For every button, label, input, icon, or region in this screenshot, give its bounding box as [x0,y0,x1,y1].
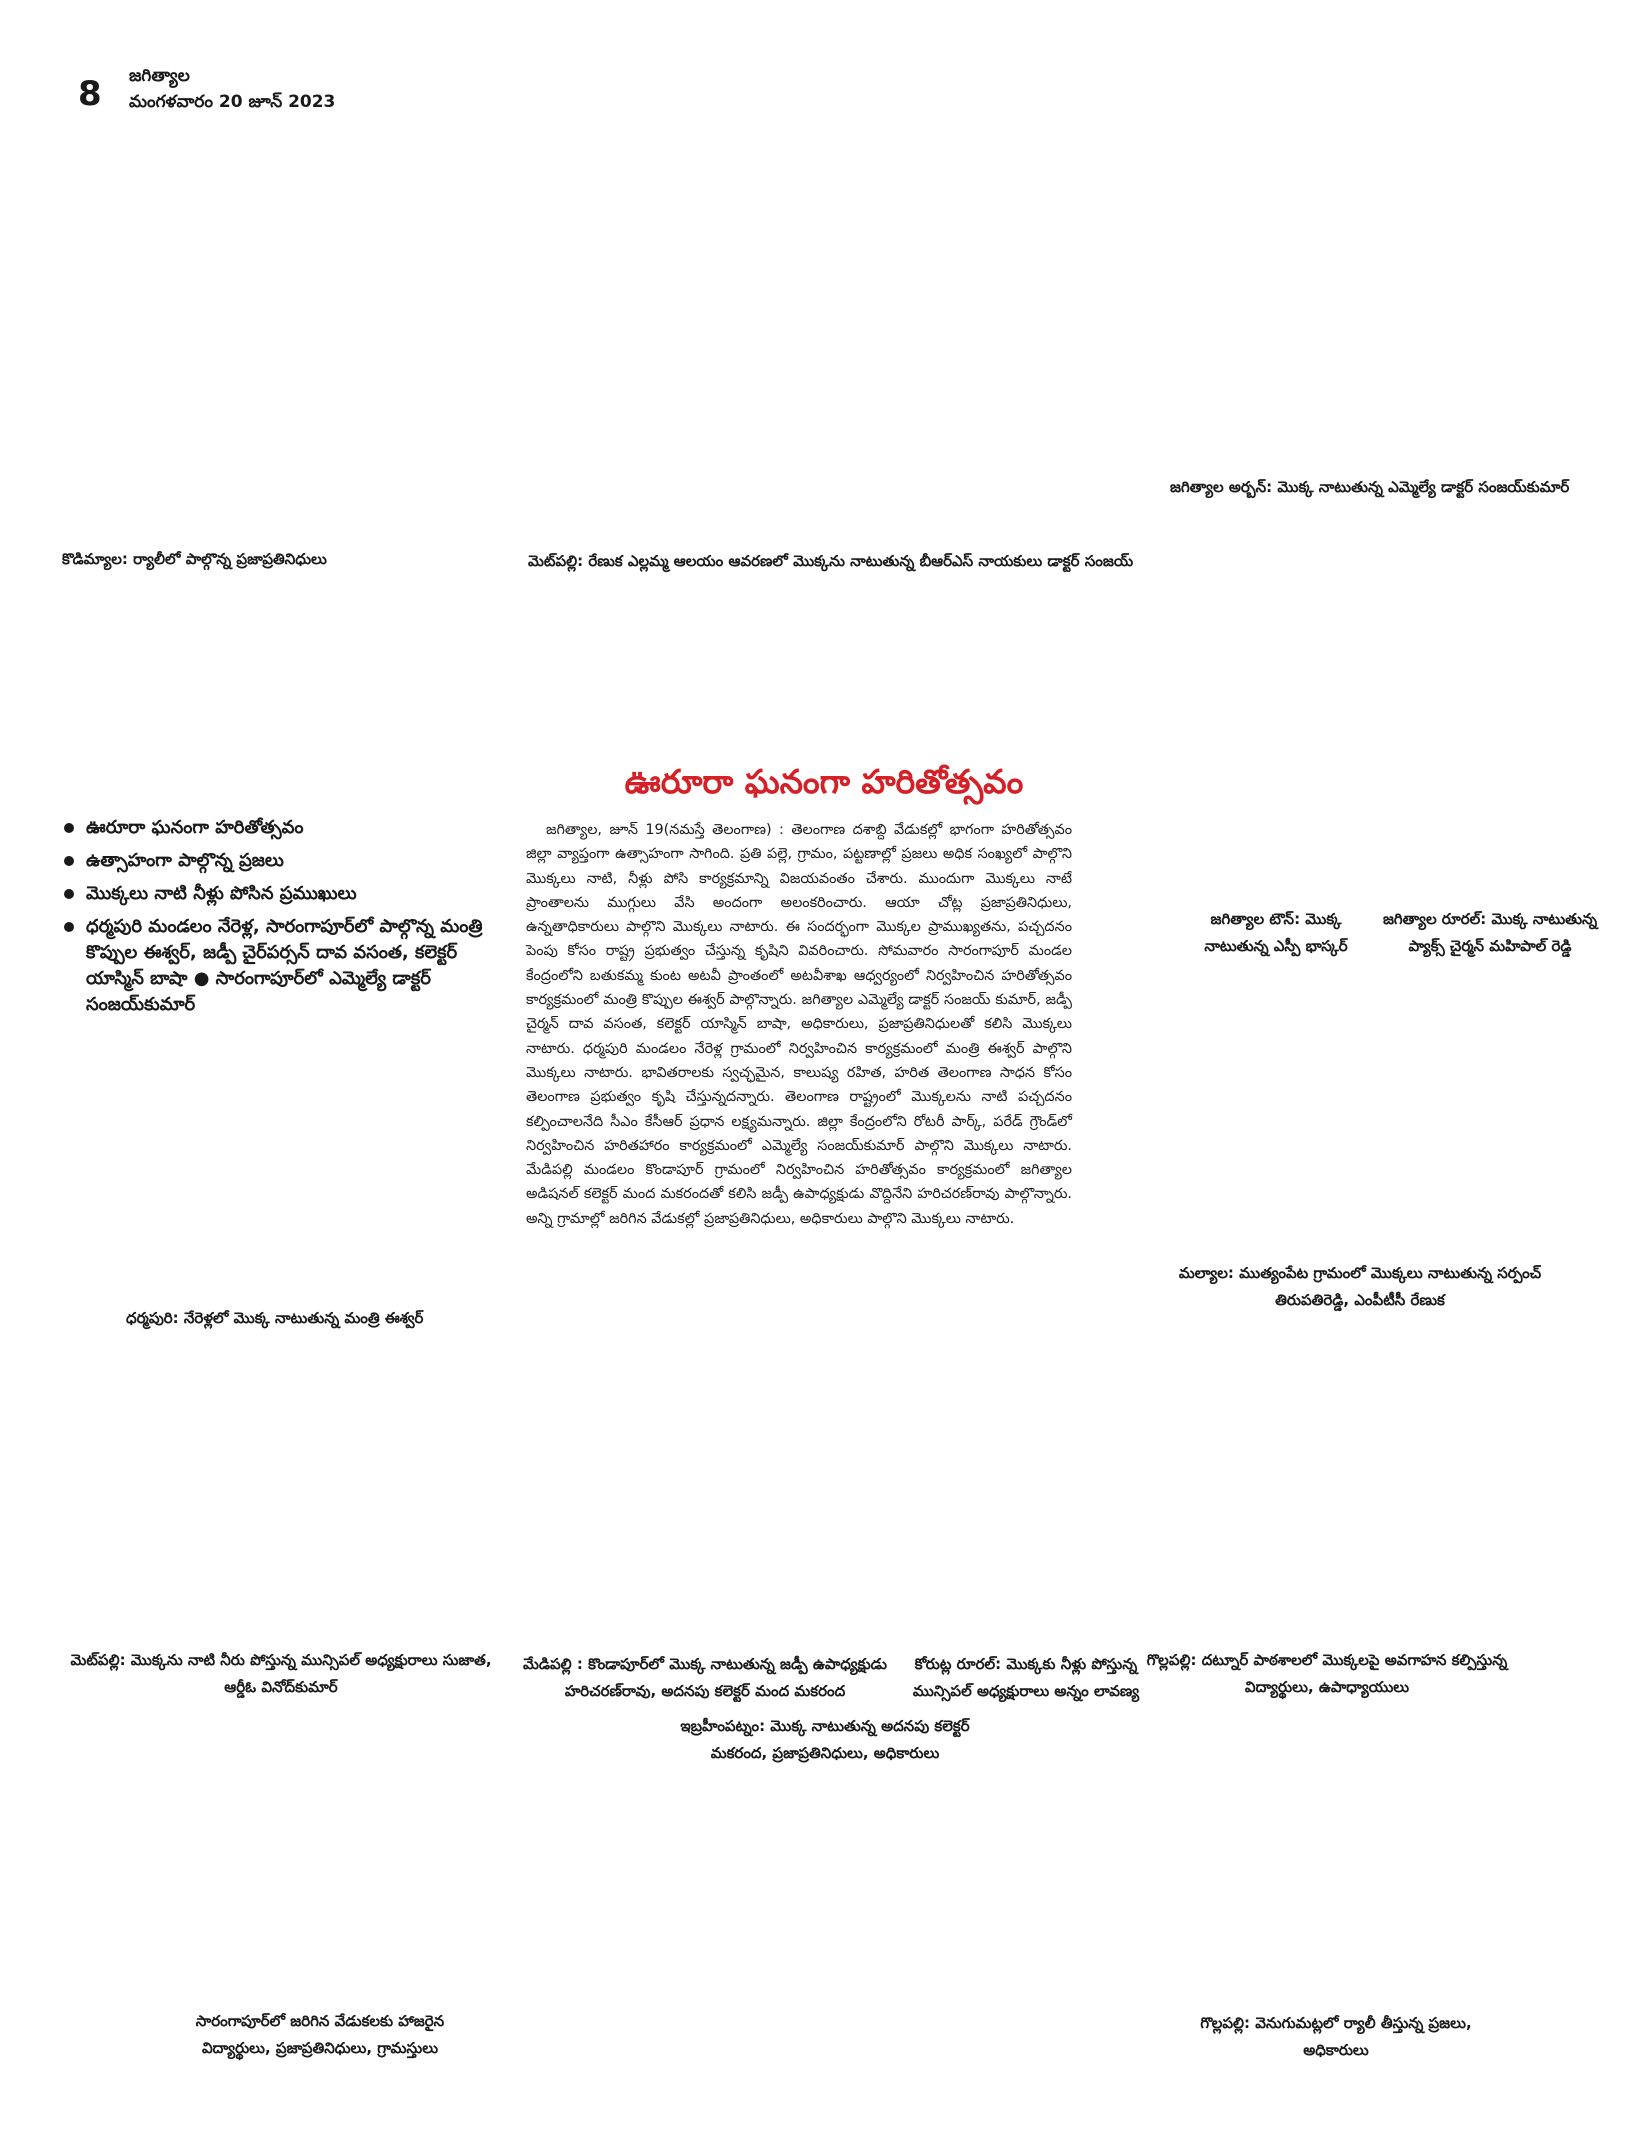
article-body [526,818,1072,1231]
caption-line: కోరుట్ల రూరల్: మొక్కకు నీళ్లు పోస్తున్న [914,1655,1138,1673]
caption-jagtial-urban [1170,474,1569,501]
article-paragraph: జగిత్యాల, జూన్ 19(నమస్తే తెలంగాణ) : తెలంగాణ దశాబ్ది వేడుకల్లో భాగంగా హరితోత్సవం జిల్లా వ్యాప్తంగా ఉత్సాహంగా సాగింది. ప్రతి పల్లె, గ్రామం, పట్టణాల్లో ప్రజలు అధిక సంఖ్యలో పాల్గొని మొక్కలు నాటి, నీళ్లు పోసి కార్యక్రమాన్ని విజయవంతం చేశారు. ముందుగా మొక్కలు నాటే ప్రాంతాలను ముగ్గులు వేసి అందంగా అలంకరించారు. ఆయా చోట్ల ప్రజాప్రతినిధులు, ఉన్నతాధికారులు పాల్గొని మొక్కలు నాటారు. ఈ సందర్భంగా మొక్కల ప్రాముఖ్యతను, పచ్చదనం పెంపు కోసం రాష్ట్ర ప్రభుత్వం చేస్తున్న కృషిని వివరించారు. సోమవారం సారంగాపూర్ మండల కేంద్రంలోని బతుకమ్మ కుంట అటవీ ప్రాంతంలో అటవీశాఖ ఆధ్వర్యంలో నిర్వహించిన హరితోత్సవం కార్యక్రమంలో మంత్రి కొప్పుల ఈశ్వర్ పాల్గొన్నారు. జగిత్యాల ఎమ్మెల్యే డాక్టర్ సంజయ్ కుమార్, జడ్పీ చైర్మన్ దావ వసంత, కలెక్టర్ యాస్మిన్ బాషా, అధికారులు, ప్రజాప్రతినిధులతో కలిసి మొక్కలు నాటారు. ధర్మపురి మండలం నేరెళ్ల గ్రామంలో నిర్వహించిన కార్యక్రమంలో మంత్రి ఈశ్వర్ పాల్గొని మొక్కలు నాటారు. భావితరాలకు స్వచ్ఛమైన, కాలుష్య రహిత, హరిత తెలంగాణ సాధన కోసం తెలంగాణ ప్రభుత్వం కృషి చేస్తున్నదన్నారు. తెలంగాణ రాష్ట్రంలో మొక్కలను నాటి పచ్చదనం కల్పించాలనేది సీఎం కేసీఆర్ ప్రధాన లక్ష్యమన్నారు. జిల్లా కేంద్రంలోని రోటరీ పార్క్, పరేడ్ గ్రౌండ్‌లో నిర్వహించిన హరితహారం కార్యక్రమంలో ఎమ్మెల్యే సంజయ్‌కుమార్ పాల్గొని మొక్కలు నాటారు. మేడిపల్లి మండలం కొండాపూర్ గ్రామంలో నిర్వహించిన హరితోత్సవం కార్యక్రమంలో జగిత్యాల అడిషనల్ కలెక్టర్ మంద మకరందతో కలిసి జడ్పీ ఉపాధ్యక్షుడు వొద్దినేని హరిచరణ్‌రావు పాల్గొన్నారు. అన్ని గ్రామాల్లో జరిగిన వేడుకల్లో ప్రజాప్రతినిధులు, అధికారులు పాల్గొని మొక్కలు నాటారు. [526,822,1072,1227]
caption-line: మకరంద, ప్రజాప్రతినిధులు, అధికారులు [710,1744,940,1762]
caption-line: విద్యార్థులు, ప్రజాప్రతినిధులు, గ్రామస్తులు [201,2039,439,2057]
caption-mallial [1170,1260,1550,1314]
caption-line: అధికారులు [1303,2041,1369,2059]
caption-korutla-rural [906,1651,1146,1705]
district-name: జగిత్యాల [129,66,190,86]
caption-line: విద్యార్థులు, ఉపాధ్యాయులు [1244,1678,1410,1696]
caption-line: మెట్‌పల్లి: రేణుక ఎల్లమ్మ ఆలయం ఆవరణలో మొక్కను నాటుతున్న బీఆర్‌ఎస్ నాయకులు డాక్టర్ సంజయ్ [528,552,1134,570]
caption-line: మేడిపల్లి : కొండాపూర్‌లో మొక్క నాటుతున్న జడ్పీ ఉపాధ్యక్షుడు [523,1655,887,1673]
caption-line: గొల్లపల్లి: వెనుగుమట్లలో ర్యాలీ తీస్తున్న ప్రజలు, [1200,2014,1472,2032]
highlight-item: ఊరూరా ఘనంగా హరితోత్సవం [62,815,492,841]
caption-sarangapur [170,2008,470,2062]
page-number: 8 [78,74,102,114]
caption-line: మున్సిపల్ అధ్యక్షురాలు అన్నం లావణ్య [912,1682,1140,1700]
caption-line: సారంగాపూర్‌లో జరిగిన వేడుకలకు హాజరైన [195,2012,445,2030]
caption-gollapally-rally [1186,2010,1486,2064]
caption-jagtial-rural [1370,906,1610,960]
headline: ఊరూరా ఘనంగా హరితోత్సవం [624,762,1024,801]
caption-metpally-municipal [66,1647,496,1701]
caption-line: హరిచరణ్‌రావు, అదనపు కలెక్టర్ మంద మకరంద [564,1682,846,1700]
caption-line: గొల్లపల్లి: దట్నూర్ పాఠశాలలో మొక్కలపై అవగాహన కల్పిస్తున్న [1146,1651,1508,1669]
highlight-item: మొక్కలు నాటి నీళ్లు పోసిన ప్రముఖులు [62,881,492,907]
caption-jagtial-town [1176,906,1376,960]
highlights-list [62,815,492,1025]
caption-medipally [520,1651,890,1705]
caption-metpally-renuka [528,548,1133,575]
caption-kodimyal [62,546,327,573]
caption-line: ఆర్డీఓ వినోద్‌కుమార్ [224,1678,338,1696]
highlight-item: ధర్మపురి మండలం నేరెళ్ల, సారంగాపూర్‌లో పాల్గొన్న మంత్రి కొప్పుల ఈశ్వర్, జడ్పీ చైర్‌పర్సన్ దావ వసంత, కలెక్టర్ యాస్మిన్ బాషా ● సారంగాపూర్‌లో ఎమ్మెల్యే డాక్టర్ సంజయ్‌కుమార్ [62,914,492,1018]
caption-line: జగిత్యాల టౌన్: మొక్క [1210,910,1342,928]
caption-dharmapuri [126,1305,423,1332]
caption-line: కొడిమ్యాల: ర్యాలీలో పాల్గొన్న ప్రజాప్రతినిధులు [62,550,327,568]
caption-gollapally-school [1142,1647,1512,1701]
caption-line: ప్యాక్స్ చైర్మన్ మహిపాల్ రెడ్డి [1408,937,1572,955]
caption-line: మల్యాల: ముత్యంపేట గ్రామంలో మొక్కలు నాటుతున్న సర్పంచ్ [1178,1264,1542,1282]
caption-line: మెట్‌పల్లి: మొక్కను నాటి నీరు పోస్తున్న మున్సిపల్ అధ్యక్షురాలు సుజాత, [70,1651,492,1669]
caption-line: నాటుతున్న ఎస్పీ భాస్కర్ [1204,937,1348,955]
caption-line: జగిత్యాల అర్బన్: మొక్క నాటుతున్న ఎమ్మెల్యే డాక్టర్ సంజయ్‌కుమార్ [1170,478,1570,496]
caption-line: ఇబ్రహీంపట్నం: మొక్క నాటుతున్న అదనపు కలెక్టర్ [680,1717,970,1735]
issue-date: మంగళవారం 20 జూన్ 2023 [129,92,336,112]
caption-line: జగిత్యాల రూరల్: మొక్క నాటుతున్న [1382,910,1598,928]
caption-line: ధర్మపురి: నేరెళ్లలో మొక్క నాటుతున్న మంత్రి ఈశ్వర్ [126,1309,424,1327]
caption-line: తిరుపతిరెడ్డి, ఎంపీటీసీ రేణుక [1275,1291,1445,1309]
caption-ibrahimpatnam [670,1713,980,1767]
highlight-item: ఉత్సాహంగా పాల్గొన్న ప్రజలు [62,848,492,874]
